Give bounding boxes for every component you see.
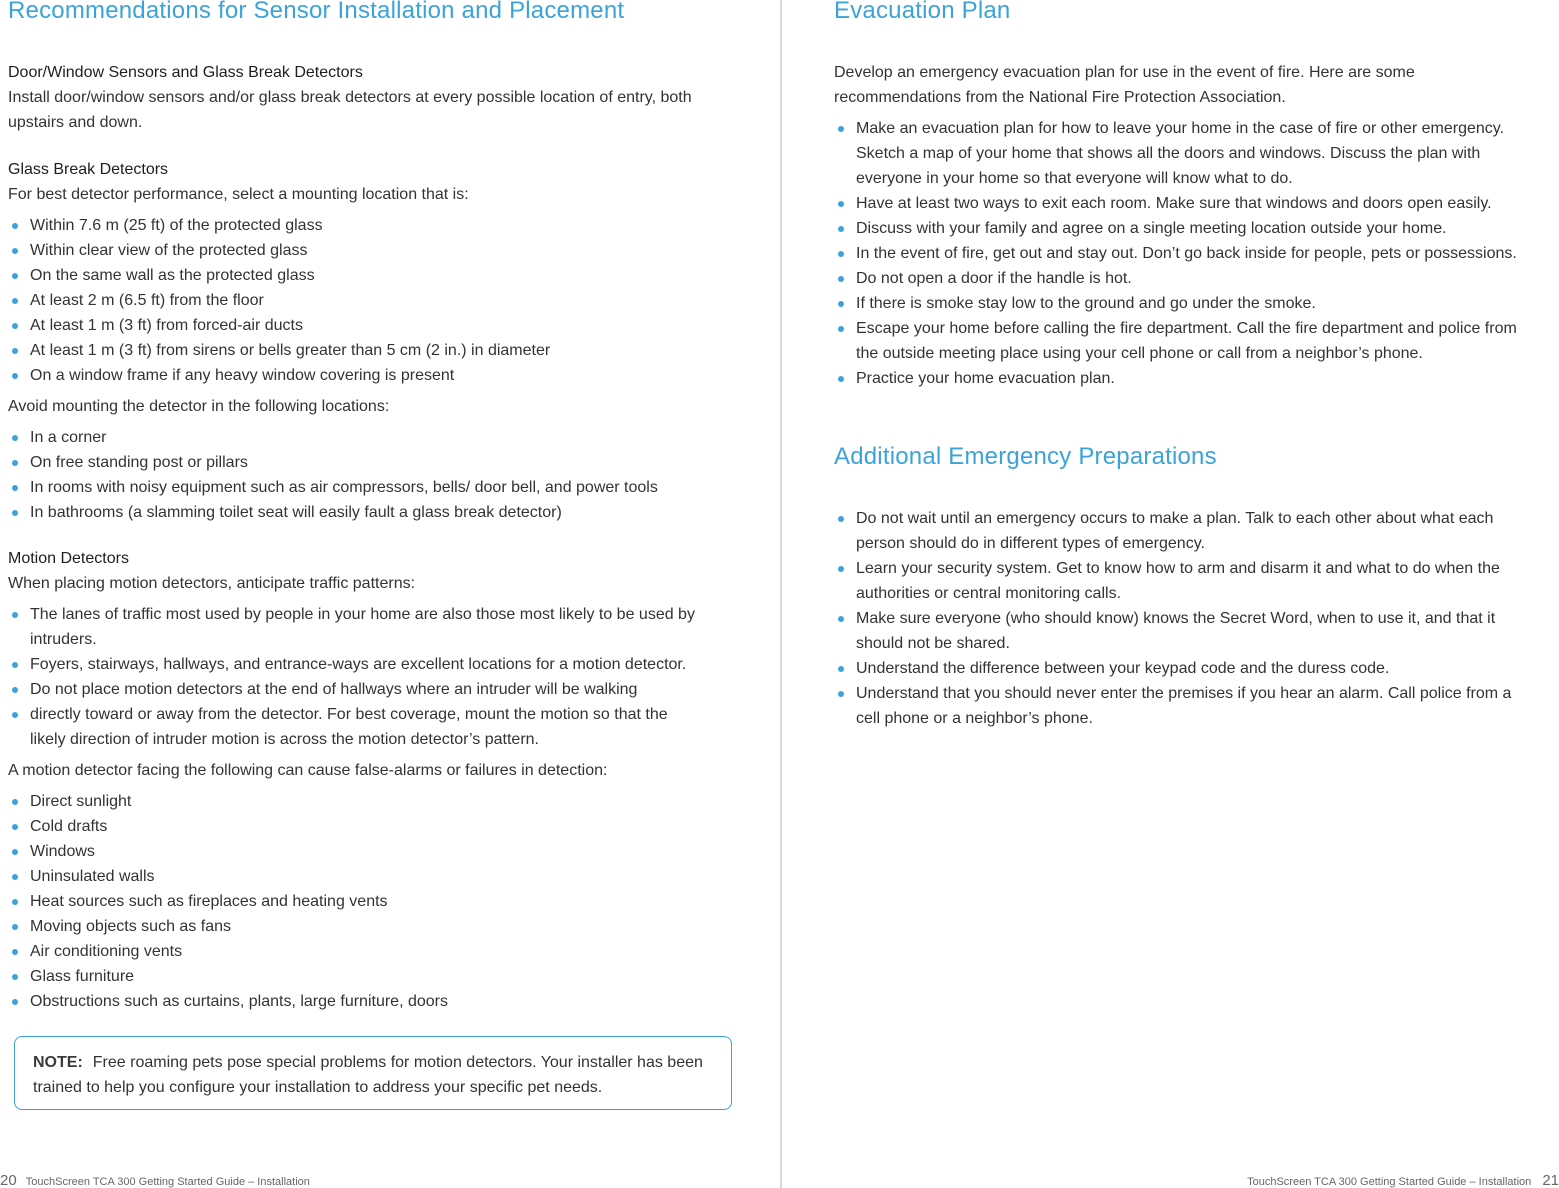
page-title-left: Recommendations for Sensor Installation and Placement [8, 0, 625, 24]
avoid-location-list [8, 425, 728, 525]
list-item: In the event of fire, get out and stay out. Don’t go back inside for people, pets or possessions. [834, 241, 1524, 266]
list-item: Heat sources such as fireplaces and heating vents [8, 889, 728, 914]
list-item: On free standing post or pillars [8, 450, 728, 475]
note-label: NOTE: [33, 1054, 83, 1071]
list-item: directly toward or away from the detector. For best coverage, mount the motion so that the likely direction of intruder motion is across the motion detector’s pattern. [8, 702, 708, 752]
list-item: At least 1 m (3 ft) from forced-air ducts [8, 313, 728, 338]
motion-intro: When placing motion detectors, anticipate traffic patterns: [8, 575, 416, 592]
footer-text-left: TouchScreen TCA 300 Getting Started Guide – Installation [25, 1176, 310, 1188]
motion-heading: Motion Detectors [8, 550, 129, 567]
page-number-right: 21 [1542, 1172, 1559, 1188]
list-item: Discuss with your family and agree on a single meeting location outside your home. [834, 216, 1524, 241]
footer-right [1247, 1172, 1559, 1188]
motion-tips-list [8, 602, 728, 752]
list-item: Within 7.6 m (25 ft) of the protected glass [8, 213, 728, 238]
list-item: Do not wait until an emergency occurs to make a plan. Talk to each other about what each person should do in different types of emergency. [834, 506, 1524, 556]
list-item: In bathrooms (a slamming toilet seat will easily fault a glass break detector) [8, 500, 728, 525]
glass-intro: For best detector performance, select a mounting location that is: [8, 186, 469, 203]
list-item: Do not open a door if the handle is hot. [834, 266, 1524, 291]
avoid-intro: Avoid mounting the detector in the following locations: [8, 398, 390, 415]
list-item: Escape your home before calling the fire department. Call the fire department and police from the outside meeting place using your cell phone or call from a neighbor’s phone. [834, 316, 1524, 366]
list-item: Have at least two ways to exit each room. Make sure that windows and doors open easily. [834, 191, 1524, 216]
list-item: Direct sunlight [8, 789, 728, 814]
glass-heading: Glass Break Detectors [8, 161, 169, 178]
list-item: At least 2 m (6.5 ft) from the floor [8, 288, 728, 313]
list-item: Glass furniture [8, 964, 728, 989]
prep-content [834, 500, 1524, 737]
doorwin-heading: Door/Window Sensors and Glass Break Detectors [8, 64, 363, 81]
footer-left [0, 1172, 310, 1188]
note-text: Free roaming pets pose special problems for motion detectors. Your installer has been trained to help you configure your installation to address your specific pet needs. [33, 1054, 703, 1096]
list-item: Make sure everyone (who should know) knows the Secret Word, when to use it, and that it should not be shared. [834, 606, 1524, 656]
list-item: The lanes of traffic most used by people in your home are also those most likely to be used by intruders. [8, 602, 708, 652]
list-item: Foyers, stairways, hallways, and entrance-ways are excellent locations for a motion detector. [8, 652, 708, 677]
list-item: Windows [8, 839, 728, 864]
left-content [8, 60, 728, 1020]
list-item: On a window frame if any heavy window covering is present [8, 363, 728, 388]
list-item: Moving objects such as fans [8, 914, 728, 939]
list-item: Practice your home evacuation plan. [834, 366, 1524, 391]
list-item: Understand that you should never enter the premises if you hear an alarm. Call police from a cell phone or a neighbor’s phone. [834, 681, 1524, 731]
evac-title: Evacuation Plan [834, 0, 1011, 24]
doorwin-text: Install door/window sensors and/or glass break detectors at every possible location of entry, both upstairs and down. [8, 89, 692, 131]
evac-intro: Develop an emergency evacuation plan for use in the event of fire. Here are some recommendations from the National Fire Protection Association. [834, 64, 1415, 106]
list-item: At least 1 m (3 ft) from sirens or bells greater than 5 cm (2 in.) in diameter [8, 338, 728, 363]
prep-list [834, 506, 1524, 731]
evac-content [834, 60, 1524, 397]
list-item: Do not place motion detectors at the end of hallways where an intruder will be walking [8, 677, 708, 702]
false-alarm-list [8, 789, 728, 1014]
list-item: In a corner [8, 425, 728, 450]
list-item: Within clear view of the protected glass [8, 238, 728, 263]
list-item: Uninsulated walls [8, 864, 728, 889]
prep-title: Additional Emergency Preparations [834, 443, 1217, 470]
glass-location-list [8, 213, 728, 388]
list-item: Air conditioning vents [8, 939, 728, 964]
list-item: If there is smoke stay low to the ground and go under the smoke. [834, 291, 1524, 316]
evac-list [834, 116, 1524, 391]
false-alarm-intro: A motion detector facing the following can cause false-alarms or failures in detection: [8, 762, 608, 779]
footer-text-right: TouchScreen TCA 300 Getting Started Guide – Installation [1247, 1176, 1532, 1188]
list-item: Obstructions such as curtains, plants, large furniture, doors [8, 989, 728, 1014]
list-item: Understand the difference between your keypad code and the duress code. [834, 656, 1524, 681]
list-item: Make an evacuation plan for how to leave your home in the case of fire or other emergency. Sketch a map of your home that shows all the doors and windows. Discuss the plan with everyone in your home so that everyone will know what to do. [834, 116, 1524, 191]
list-item: On the same wall as the protected glass [8, 263, 728, 288]
list-item: Cold drafts [8, 814, 728, 839]
note-box [14, 1036, 732, 1110]
right-page [782, 0, 1559, 1188]
page-number-left: 20 [0, 1172, 17, 1188]
list-item: In rooms with noisy equipment such as air compressors, bells/ door bell, and power tools [8, 475, 728, 500]
list-item: Learn your security system. Get to know how to arm and disarm it and what to do when the authorities or central monitoring calls. [834, 556, 1524, 606]
